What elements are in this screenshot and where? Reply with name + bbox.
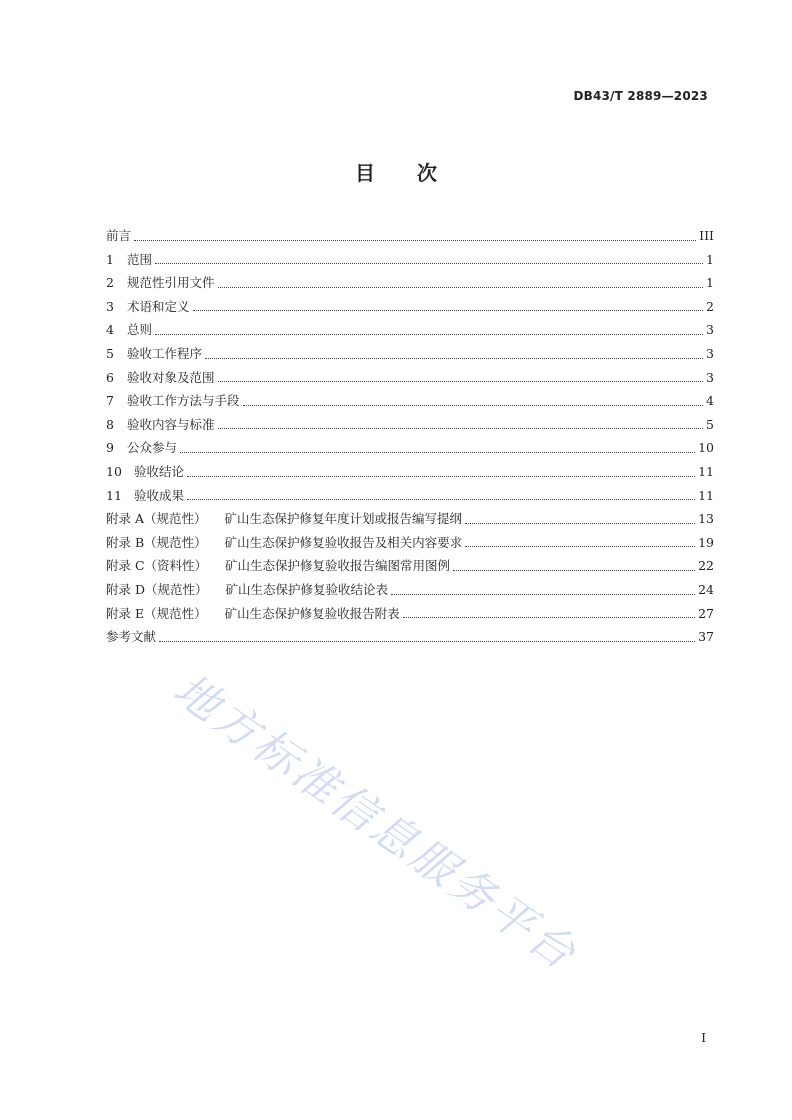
toc-entry-6[interactable]: [106, 366, 714, 390]
toc-page: III: [699, 228, 714, 243]
toc-label: 验收内容与标准: [127, 416, 215, 432]
appendix-title: 矿山生态保护修复验收报告编图常用图例: [225, 558, 451, 574]
toc-entry-appendix-b[interactable]: [106, 531, 714, 555]
appendix-id: 附录 A（规范性）: [106, 511, 207, 527]
toc-label: 验收结论: [134, 463, 185, 479]
toc-number: 2: [106, 275, 114, 291]
toc-page: 5: [706, 416, 714, 432]
toc-page: 22: [698, 558, 714, 574]
toc-page: 24: [698, 581, 714, 597]
toc-number: 5: [106, 345, 114, 361]
toc-entry-2[interactable]: [106, 271, 714, 295]
toc-page: 11: [698, 487, 714, 503]
toc-number: 6: [106, 369, 114, 385]
appendix-id: 附录 B（规范性）: [106, 534, 207, 550]
appendix-title: 矿山生态保护修复年度计划或报告编写提纲: [224, 511, 463, 527]
toc-entry-8[interactable]: [106, 413, 714, 437]
toc-number: 3: [106, 298, 114, 314]
toc-entry-3[interactable]: [106, 295, 714, 319]
toc-entry-10[interactable]: [106, 460, 714, 484]
toc-label: 规范性引用文件: [127, 275, 215, 291]
toc-label: 验收工作程序: [127, 345, 203, 361]
toc-number: 9: [106, 440, 114, 456]
toc-leader: [155, 248, 703, 272]
toc-page: 3: [706, 345, 714, 361]
toc-page: 1: [706, 251, 714, 267]
appendix-title: 矿山生态保护修复验收报告及相关内容要求: [224, 534, 463, 550]
toc-label: [106, 531, 462, 555]
document-code: DB43/T 2889—2023: [573, 89, 708, 103]
toc-leader: [187, 460, 695, 484]
toc-page: 27: [698, 605, 714, 621]
toc-entry-preface[interactable]: [106, 224, 714, 248]
title-char-2: 次: [417, 161, 437, 185]
toc-leader: [205, 342, 703, 366]
toc-page: 3: [706, 322, 714, 338]
toc-page: 19: [698, 534, 714, 550]
toc-label: 公众参与: [127, 440, 178, 456]
toc-number: 11: [106, 487, 122, 503]
toc-label: 验收成果: [134, 487, 185, 503]
toc-page: 37: [698, 629, 714, 645]
toc-leader: [155, 318, 703, 342]
toc-number: 7: [106, 393, 114, 409]
toc-label: 范围: [127, 251, 153, 267]
toc-leader: [465, 531, 695, 555]
toc-number: 10: [106, 463, 122, 479]
toc-page: 13: [698, 511, 714, 527]
toc-page: 3: [706, 369, 714, 385]
appendix-id: 附录 E（规范性）: [106, 605, 207, 621]
toc-label: [106, 602, 400, 626]
toc-leader: [218, 366, 703, 390]
toc-leader: [403, 602, 695, 626]
toc-leader: [193, 295, 703, 319]
table-of-contents: [106, 224, 714, 649]
toc-leader: [218, 413, 703, 437]
toc-entry-appendix-e[interactable]: [106, 602, 714, 626]
appendix-title: 矿山生态保护修复验收结论表: [225, 581, 389, 597]
toc-entry-4[interactable]: [106, 318, 714, 342]
toc-label: 验收工作方法与手段: [127, 393, 240, 409]
toc-leader: [243, 389, 703, 413]
page-number: I: [701, 1031, 706, 1045]
toc-entry-1[interactable]: [106, 248, 714, 272]
toc-entry-7[interactable]: [106, 389, 714, 413]
title-char-1: 目: [355, 161, 375, 185]
toc-label: [106, 507, 462, 531]
watermark: 地方标准信息服务平台: [164, 664, 587, 982]
toc-entry-5[interactable]: [106, 342, 714, 366]
toc-entry-references[interactable]: [106, 625, 714, 649]
toc-label: [106, 554, 450, 578]
toc-leader: [180, 436, 695, 460]
toc-label: [106, 578, 388, 602]
toc-number: 4: [106, 322, 114, 338]
toc-leader: [465, 507, 695, 531]
toc-page: 11: [698, 463, 714, 479]
appendix-id: 附录 C（资料性）: [106, 558, 208, 574]
toc-page: 1: [706, 275, 714, 291]
toc-entry-9[interactable]: [106, 436, 714, 460]
toc-leader: [134, 224, 696, 248]
toc-page: 2: [706, 298, 714, 314]
toc-leader: [187, 484, 695, 508]
toc-leader: [159, 625, 695, 649]
toc-number: 1: [106, 251, 114, 267]
toc-page: 10: [698, 440, 714, 456]
appendix-id: 附录 D（规范性）: [106, 581, 208, 597]
toc-leader: [453, 554, 695, 578]
toc-entry-appendix-d[interactable]: [106, 578, 714, 602]
toc-leader: [218, 271, 703, 295]
toc-entry-appendix-a[interactable]: [106, 507, 714, 531]
toc-entry-11[interactable]: [106, 484, 714, 508]
toc-label: 验收对象及范围: [127, 369, 215, 385]
toc-label: 总则: [127, 322, 153, 338]
toc-leader: [391, 578, 695, 602]
toc-entry-appendix-c[interactable]: [106, 554, 714, 578]
toc-page: 4: [706, 393, 714, 409]
appendix-title: 矿山生态保护修复验收报告附表: [224, 605, 400, 621]
toc-label: 前言: [106, 228, 132, 243]
toc-number: 8: [106, 416, 114, 432]
page-title: [0, 157, 792, 186]
toc-label: 术语和定义: [127, 298, 190, 314]
toc-label: 参考文献: [106, 629, 157, 645]
